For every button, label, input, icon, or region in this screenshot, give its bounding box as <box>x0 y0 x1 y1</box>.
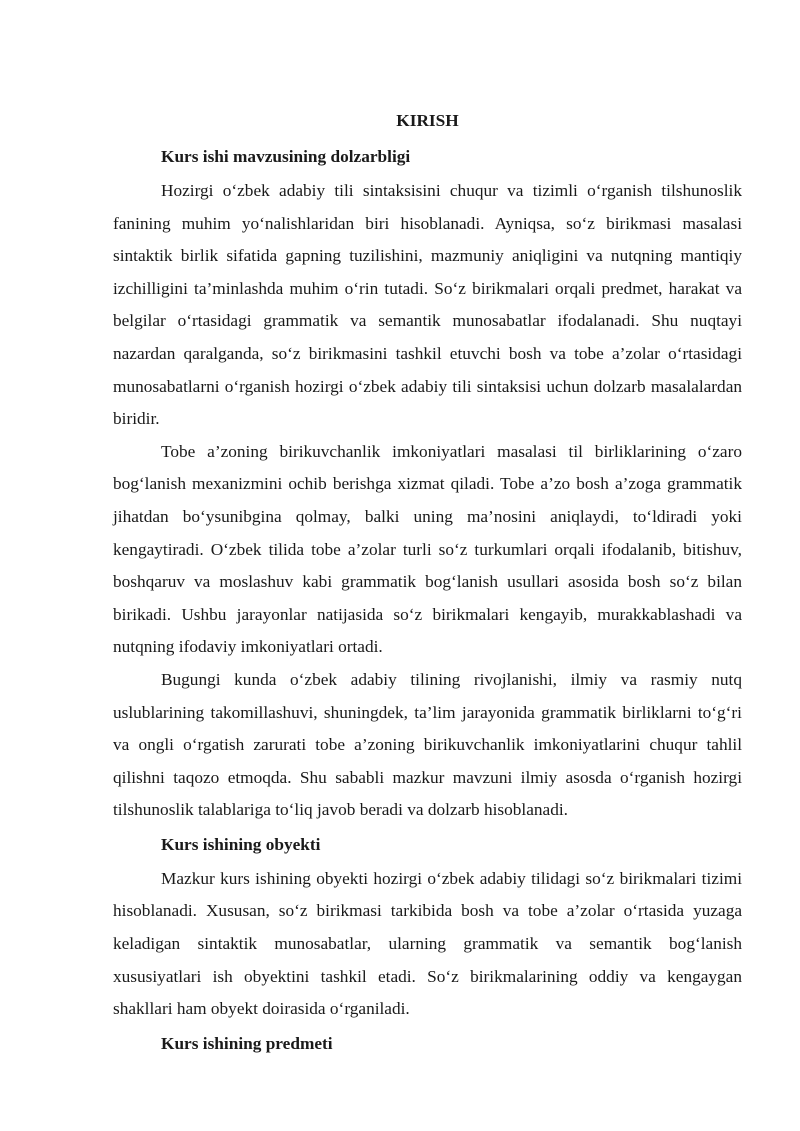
document-page <box>113 103 742 1062</box>
paragraph: Mazkur kurs ishining obyekti hozirgi o‘zbek adabiy tilidagi so‘z birikmalari tizimi hisoblanadi. Xususan, so‘z birikmasi tarkibida bosh va tobe a’zolar o‘rtasida yuzaga keladigan sintaktik munosabatlar, ularning grammatik va semantik bog‘lanish xususiyatlari ish obyektini tashkil etadi. So‘z birikmalarining oddiy va kengaygan shakllari ham obyekt doirasida o‘rganiladi. <box>113 868 742 1019</box>
paragraph: Tobe a’zoning birikuvchanlik imkoniyatlari masalasi til birliklarining o‘zaro bog‘lanish mexanizmini ochib berishga xizmat qiladi. Tobe a’zo bosh a’zoga grammatik jihatdan bo‘ysunibgina qolmay, balki uning ma’nosini aniqlaydi, to‘ldiradi yoki kengaytiradi. O‘zbek tilida tobe a’zolar turli so‘z turkumlari orqali ifodalanib, bitishuv, boshqaruv va moslashuv kabi grammatik bog‘lanish usullari asosida bosh so‘z bilan birikadi. Ushbu jarayonlar natijasida so‘z birikmalari kengayib, murakkablashadi va nutqning ifodaviy imkoniyatlari ortadi. <box>113 441 742 657</box>
section-heading-subject: Kurs ishining predmeti <box>161 1033 333 1053</box>
paragraph: Bugungi kunda o‘zbek adabiy tilining rivojlanishi, ilmiy va rasmiy nutq uslublarining takomillashuvi, shuningdek, ta’lim jarayonida grammatik birliklarni to‘g‘ri va ongli o‘rgatish zarurati tobe a’zoning birikuvchanlik imkoniyatlarini chuqur tahlil qilishni taqozo etmoqda. Shu sababli mazkur mavzuni ilmiy asosda o‘rganish hozirgi tilshunoslik talablariga to‘liq javob beradi va dolzarb hisoblanadi. <box>113 669 742 820</box>
section-heading-relevance: Kurs ishi mavzusining dolzarbligi <box>161 147 411 166</box>
section-heading-object: Kurs ishining obyekti <box>161 834 321 854</box>
document-title: KIRISH <box>396 111 459 130</box>
paragraph: Hozirgi o‘zbek adabiy tili sintaksisini chuqur va tizimli o‘rganish tilshunoslik fanining muhim yo‘nalishlaridan biri hisoblanadi. Ayniqsa, so‘z birikmasi masalasi sintaktik birlik sifatida gapning tuzilishini, mazmuniy aniqligini va nutqning mantiqiy izchilligini ta’minlashda muhim o‘rin tutadi. So‘z birikmalari orqali predmet, harakat va belgilar o‘rtasidagi grammatik va semantik munosabatlar ifodalanadi. Shu nuqtayi nazardan qaralganda, so‘z birikmasini tashkil etuvchi bosh va tobe a’zolar o‘rtasidagi munosabatlarni o‘rganish hozirgi o‘zbek adabiy tili sintaksisi uchun dolzarb masalalardan biridir. <box>113 181 742 429</box>
